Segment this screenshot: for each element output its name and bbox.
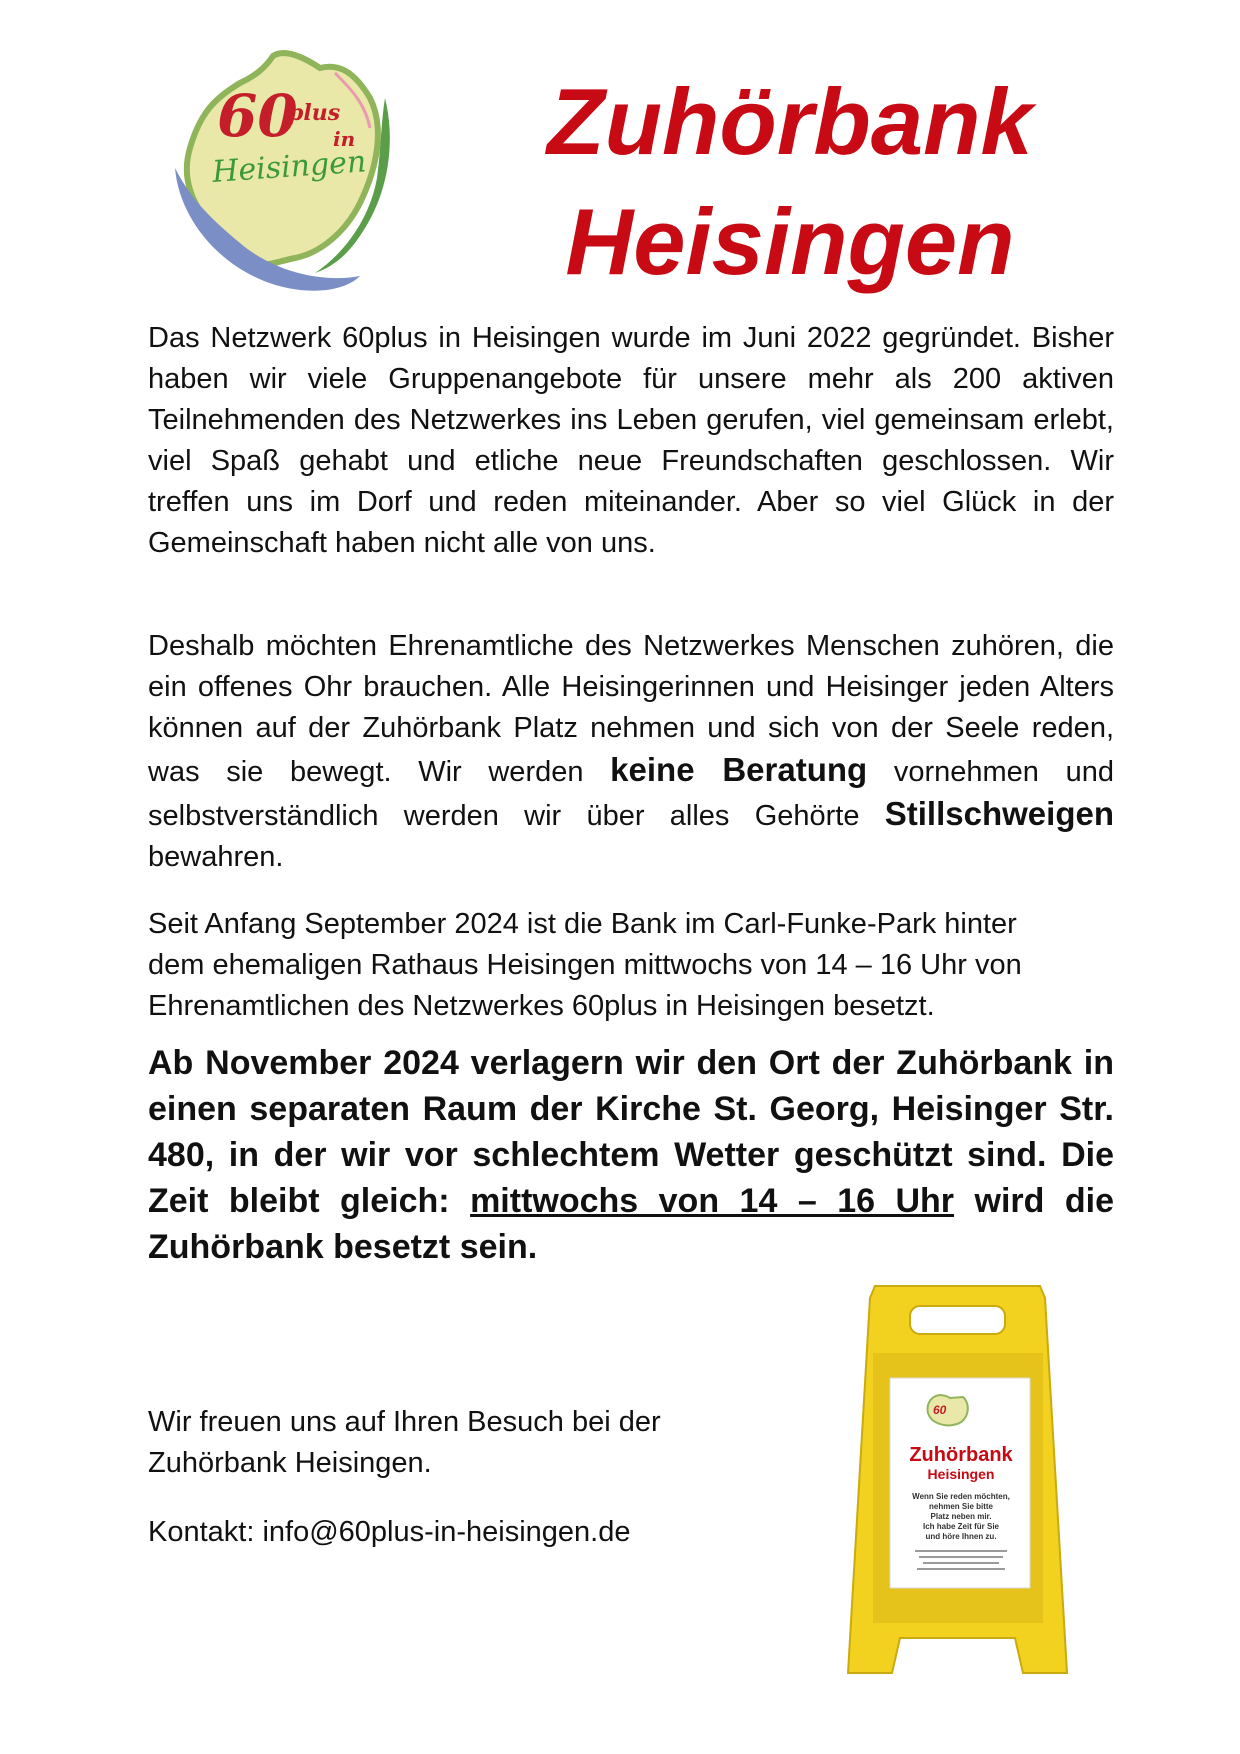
schedule-paragraph — [148, 904, 1148, 1027]
purpose-text — [148, 626, 1114, 878]
purpose-paragraph — [148, 626, 1114, 878]
closing-text — [148, 1402, 788, 1484]
sign-poster-logo-text: 60 — [933, 1403, 947, 1417]
contact-line: Kontakt: info@60plus-in-heisingen.de — [148, 1516, 631, 1548]
logo-plus: plus — [288, 100, 341, 126]
logo — [155, 28, 425, 298]
sign-poster-msg-3: Platz neben mir. — [930, 1512, 992, 1521]
logo-in: in — [333, 127, 356, 151]
relocation-paragraph — [148, 1040, 1114, 1270]
closing-line-2: Zuhörbank Heisingen. — [148, 1447, 432, 1479]
relocation-text-part-2: wird die Zuhörbank besetzt sein. — [148, 1182, 1114, 1266]
closing-line-1: Wir freuen uns auf Ihren Besuch bei der — [148, 1406, 661, 1438]
schedule-line-2: dem ehemaligen Rathaus Heisingen mittwochs von 14 – 16 Uhr von — [148, 949, 1022, 981]
sign-poster-msg-5: und höre Ihnen zu. — [925, 1532, 997, 1541]
sign-poster-title: Zuhörbank — [909, 1444, 1013, 1466]
relocation-text-part-1: Ab November 2024 verlagern wir den Ort der Zuhörbank in einen separaten Raum der Kirche St. Georg, Heisinger Str. 480, in der wir vor schlechtem Wetter geschützt sind. Die Zeit bleibt gleich: — [148, 1044, 1114, 1220]
logo-heisingen: Heisingen — [211, 144, 368, 190]
schedule-line-1: Seit Anfang September 2024 ist die Bank im Carl-Funke-Park hinter — [148, 908, 1017, 940]
page-title — [470, 62, 1110, 302]
purpose-text-part-3: bewahren. — [148, 841, 284, 873]
sign-image — [845, 1278, 1070, 1688]
title-line-1: Zuhörbank — [547, 69, 1033, 174]
intro-text: Das Netzwerk 60plus in Heisingen wurde im Juni 2022 gegründet. Bisher haben wir viele Gruppenangebote für unsere mehr als 200 aktiven Teilnehmenden des Netzwerkes ins Leben gerufen, viel gemeinsam erlebt, viel Spaß gehabt und etliche neue Freundschaften geschlossen. Wir treffen uns im Dorf und reden miteinander. Aber so viel Glück in der Gemeinschaft haben nicht alle von uns. — [148, 322, 1114, 559]
meeting-time: mittwochs von 14 – 16 Uhr — [470, 1182, 955, 1220]
confidentiality-emphasis: Stillschweigen — [884, 795, 1114, 832]
purpose-text-part-2: vornehmen und selbstverständlich werden wir über alles Gehörte — [148, 756, 1114, 832]
sign-poster-subtitle: Heisingen — [927, 1466, 995, 1482]
no-advice-emphasis: keine Beratung — [610, 751, 868, 788]
relocation-text — [148, 1040, 1114, 1270]
title-line-2: Heisingen — [565, 189, 1015, 294]
logo-60: 60 — [217, 82, 298, 150]
sign-poster-msg-2: nehmen Sie bitte — [928, 1502, 994, 1511]
purpose-text-part-1: Deshalb möchten Ehrenamtliche des Netzwerkes Menschen zuhören, die ein offenes Ohr brauchen. Alle Heisingerinnen und Heisinger jeden Alters können auf der Zuhörbank Platz nehmen und sich von der Seele reden, was sie bewegt. Wir werden — [148, 630, 1114, 788]
schedule-line-3: Ehrenamtlichen des Netzwerkes 60plus in Heisingen besetzt. — [148, 990, 935, 1022]
sign-poster-msg-4: Ich habe Zeit für Sie — [922, 1522, 1000, 1531]
sign-handle-hole — [910, 1306, 1005, 1334]
intro-paragraph — [148, 318, 1114, 564]
sign-poster-msg-1: Wenn Sie reden möchten, — [912, 1492, 1010, 1501]
